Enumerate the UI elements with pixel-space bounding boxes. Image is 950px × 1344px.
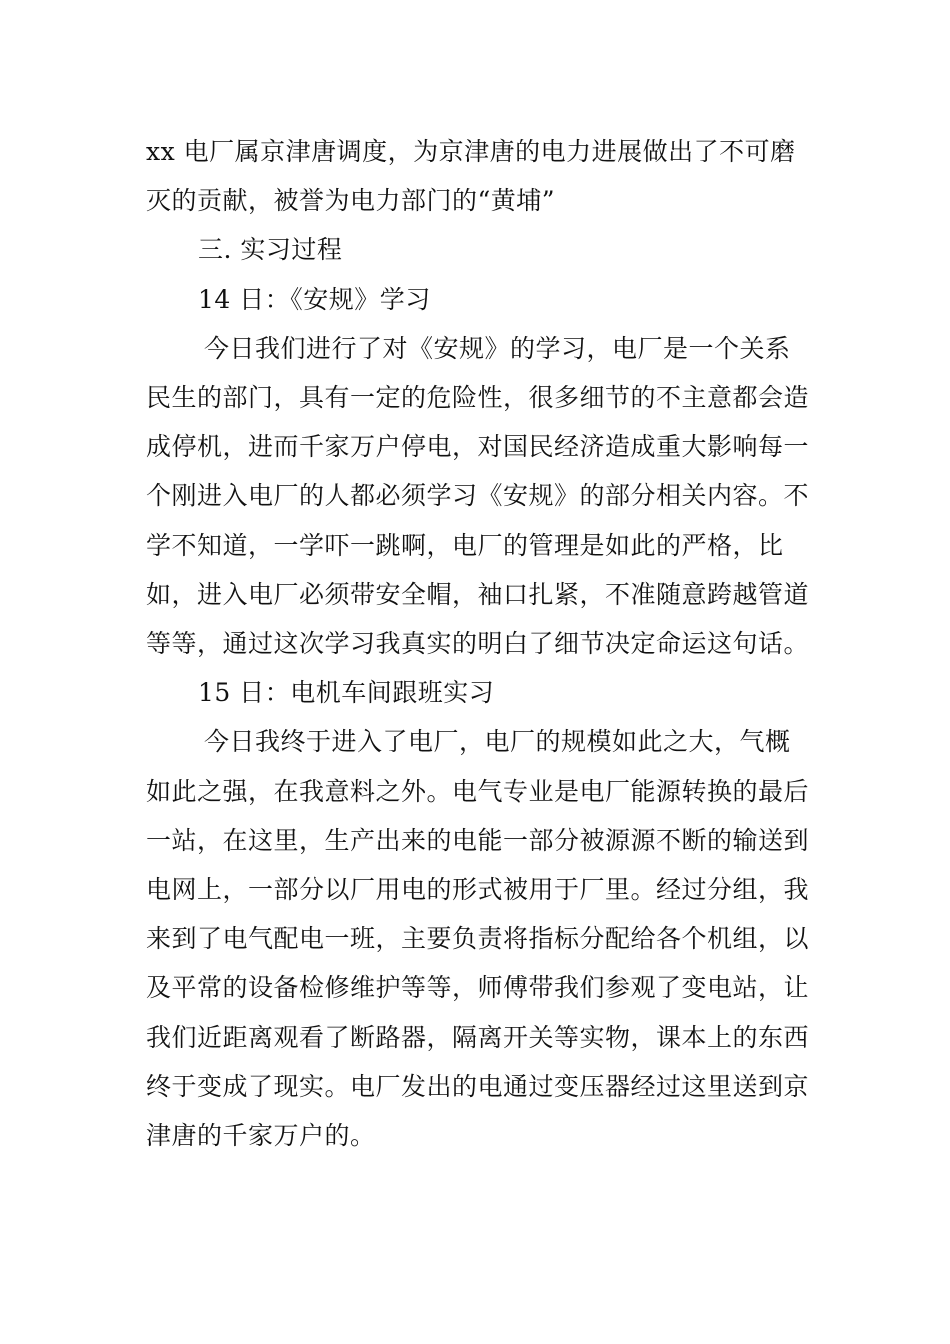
day-heading-14: 14 日：《安规》学习 bbox=[198, 284, 431, 314]
paragraph-intro-continued: xx 电厂属京津唐调度，为京津唐的电力进展做出了不可磨灭的贡献，被誉为电力部门的“黄埔” bbox=[146, 137, 796, 216]
section-heading-internship-process: 三. 实习过程 bbox=[198, 235, 343, 265]
day-heading-15: 15 日：电机车间跟班实习 bbox=[198, 678, 495, 708]
document-body bbox=[146, 127, 814, 1160]
paragraph-safety-study: 今日我们进行了对《安规》的学习，电厂是一个关系民生的部门，具有一定的危险性，很多细节的不主意都会造成停机，进而千家万户停电，对国民经济造成重大影响每一个刚进入电厂的人都必须学习《安规》的部分相关内容。不学不知道，一学吓一跳啊，电厂的管理是如此的严格，比如，进入电厂必须带安全帽，袖口扎紧，不准随意跨越管道等等，通过这次学习我真实的明白了细节决定命运这句话。 bbox=[146, 333, 810, 659]
paragraph-motor-workshop: 今日我终于进入了电厂，电厂的规模如此之大，气概如此之强，在我意料之外。电气专业是电厂能源转换的最后一站，在这里，生产出来的电能一部分被源源不断的输送到电网上，一部分以厂用电的形式被用于厂里。经过分组，我来到了电气配电一班，主要负责将指标分配给各个机组，以及平常的设备检修维护等等，师傅带我们参观了变电站，让我们近距离观看了断路器，隔离开关等实物，课本上的东西终于变成了现实。电厂发出的电通过变压器经过这里送到京津唐的千家万户的。 bbox=[146, 727, 810, 1151]
